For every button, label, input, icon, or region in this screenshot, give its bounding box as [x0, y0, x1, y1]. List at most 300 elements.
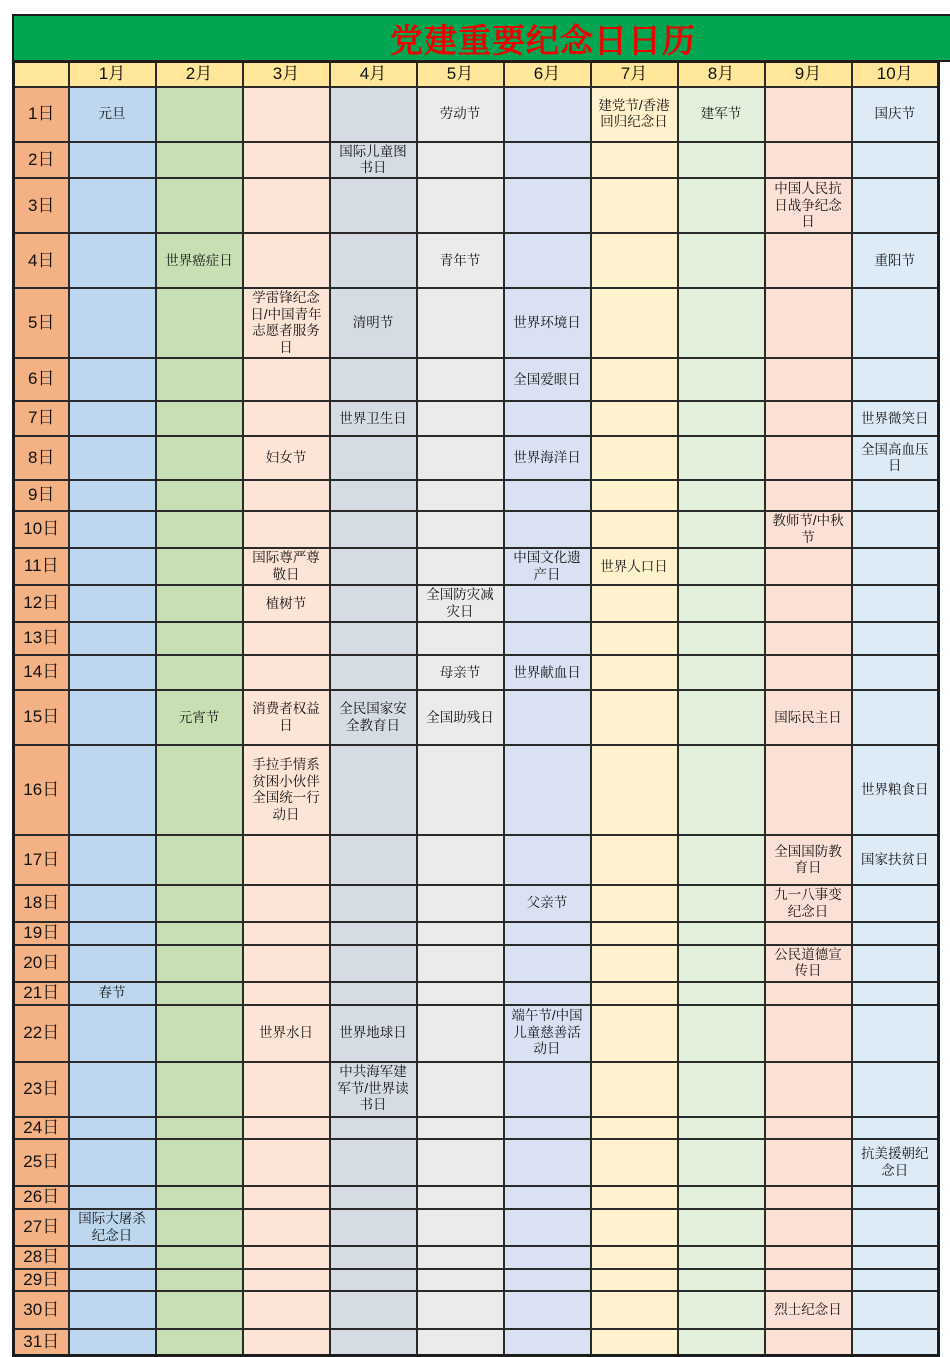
table-row [14, 885, 939, 922]
empty-cell [852, 358, 939, 401]
empty-cell [852, 1291, 939, 1329]
event-cell: 国际儿童图书日 [330, 142, 417, 179]
empty-cell [765, 548, 852, 585]
event-cell: 妇女节 [243, 436, 330, 480]
empty-cell [852, 142, 939, 179]
empty-cell [765, 480, 852, 511]
empty-cell [765, 585, 852, 622]
empty-cell [330, 1139, 417, 1186]
event-cell: 世界环境日 [504, 288, 591, 358]
empty-cell [417, 436, 504, 480]
day-label: 4日 [14, 233, 69, 288]
empty-cell [156, 1246, 243, 1269]
table-row [14, 1209, 939, 1246]
empty-cell [678, 1246, 765, 1269]
empty-cell [591, 401, 678, 436]
empty-cell [591, 1062, 678, 1117]
day-label: 11日 [14, 548, 69, 585]
empty-cell [69, 358, 156, 401]
empty-cell [591, 745, 678, 835]
empty-cell [330, 178, 417, 233]
empty-cell [156, 511, 243, 548]
empty-cell [69, 1139, 156, 1186]
day-label: 9日 [14, 480, 69, 511]
empty-cell [243, 982, 330, 1005]
day-label: 12日 [14, 585, 69, 622]
table-row [14, 1062, 939, 1117]
event-cell: 中国人民抗日战争纪念日 [765, 178, 852, 233]
empty-cell [243, 480, 330, 511]
empty-cell [69, 1329, 156, 1355]
empty-cell [678, 1209, 765, 1246]
empty-cell [417, 1117, 504, 1140]
empty-cell [330, 1291, 417, 1329]
table-row [14, 1005, 939, 1062]
event-cell: 世界地球日 [330, 1005, 417, 1062]
empty-cell [243, 945, 330, 982]
empty-cell [678, 142, 765, 179]
empty-cell [504, 1246, 591, 1269]
table-row [14, 233, 939, 288]
empty-cell [678, 655, 765, 690]
empty-cell [678, 1117, 765, 1140]
empty-cell [504, 511, 591, 548]
empty-cell [69, 1186, 156, 1209]
empty-cell [330, 511, 417, 548]
empty-cell [678, 1329, 765, 1355]
empty-cell [417, 745, 504, 835]
table-row [14, 982, 939, 1005]
calendar-title: 党建重要纪念日日历 [390, 21, 696, 59]
day-label: 26日 [14, 1186, 69, 1209]
empty-cell [678, 1062, 765, 1117]
empty-cell [330, 655, 417, 690]
empty-cell [69, 436, 156, 480]
empty-cell [852, 511, 939, 548]
day-label: 31日 [14, 1329, 69, 1355]
empty-cell [852, 945, 939, 982]
empty-cell [330, 622, 417, 655]
table-row [14, 511, 939, 548]
table-row [14, 480, 939, 511]
empty-cell [852, 1062, 939, 1117]
day-label: 3日 [14, 178, 69, 233]
empty-cell [69, 745, 156, 835]
empty-cell [765, 982, 852, 1005]
empty-cell [243, 885, 330, 922]
empty-cell [417, 358, 504, 401]
empty-cell [330, 982, 417, 1005]
empty-cell [243, 1329, 330, 1355]
empty-cell [678, 358, 765, 401]
empty-cell [69, 178, 156, 233]
empty-cell [156, 178, 243, 233]
empty-cell [156, 585, 243, 622]
event-cell: 全国防灾减灾日 [417, 585, 504, 622]
empty-cell [678, 178, 765, 233]
empty-cell [678, 1269, 765, 1292]
empty-cell [852, 885, 939, 922]
empty-cell [765, 922, 852, 945]
empty-cell [243, 87, 330, 142]
empty-cell [156, 1269, 243, 1292]
empty-cell [765, 1246, 852, 1269]
empty-cell [417, 835, 504, 885]
table-row [14, 945, 939, 982]
empty-cell [243, 1186, 330, 1209]
empty-cell [156, 922, 243, 945]
empty-cell [69, 1005, 156, 1062]
empty-cell [69, 655, 156, 690]
empty-cell [504, 1329, 591, 1355]
empty-cell [678, 745, 765, 835]
empty-cell [156, 548, 243, 585]
event-cell: 世界人口日 [591, 548, 678, 585]
event-cell: 中共海军建军节/世界读书日 [330, 1062, 417, 1117]
empty-cell [591, 1117, 678, 1140]
calendar-body [14, 87, 939, 1356]
empty-cell [504, 233, 591, 288]
event-cell: 世界卫生日 [330, 401, 417, 436]
month-header-8: 8月 [678, 62, 765, 87]
empty-cell [69, 1062, 156, 1117]
empty-cell [69, 233, 156, 288]
table-row [14, 1117, 939, 1140]
empty-cell [591, 1186, 678, 1209]
event-cell: 国际民主日 [765, 690, 852, 745]
empty-cell [156, 1117, 243, 1140]
empty-cell [852, 982, 939, 1005]
empty-cell [765, 436, 852, 480]
empty-cell [69, 945, 156, 982]
empty-cell [417, 548, 504, 585]
empty-cell [417, 401, 504, 436]
empty-cell [156, 480, 243, 511]
empty-cell [330, 885, 417, 922]
empty-cell [243, 401, 330, 436]
empty-cell [156, 835, 243, 885]
table-row [14, 690, 939, 745]
empty-cell [417, 288, 504, 358]
empty-cell [417, 178, 504, 233]
day-label: 1日 [14, 87, 69, 142]
empty-cell [765, 1329, 852, 1355]
empty-cell [678, 1139, 765, 1186]
empty-cell [156, 655, 243, 690]
event-cell: 劳动节 [417, 87, 504, 142]
empty-cell [591, 1005, 678, 1062]
day-label: 24日 [14, 1117, 69, 1140]
empty-cell [765, 1209, 852, 1246]
table-row [14, 1139, 939, 1186]
empty-cell [156, 1209, 243, 1246]
day-label: 18日 [14, 885, 69, 922]
empty-cell [417, 1329, 504, 1355]
empty-cell [243, 1139, 330, 1186]
empty-cell [504, 1062, 591, 1117]
empty-cell [330, 87, 417, 142]
empty-cell [156, 87, 243, 142]
empty-cell [504, 745, 591, 835]
empty-cell [504, 1117, 591, 1140]
day-label: 14日 [14, 655, 69, 690]
empty-cell [591, 142, 678, 179]
empty-cell [504, 401, 591, 436]
empty-cell [504, 945, 591, 982]
day-label: 27日 [14, 1209, 69, 1246]
day-label: 6日 [14, 358, 69, 401]
empty-cell [678, 885, 765, 922]
empty-cell [417, 480, 504, 511]
empty-cell [504, 1139, 591, 1186]
empty-cell [69, 922, 156, 945]
empty-cell [243, 1062, 330, 1117]
table-row [14, 436, 939, 480]
day-label: 19日 [14, 922, 69, 945]
empty-cell [852, 585, 939, 622]
event-cell: 元宵节 [156, 690, 243, 745]
empty-cell [330, 745, 417, 835]
day-label: 30日 [14, 1291, 69, 1329]
empty-cell [504, 480, 591, 511]
table-row [14, 1269, 939, 1292]
empty-cell [678, 585, 765, 622]
empty-cell [852, 1005, 939, 1062]
empty-cell [417, 1186, 504, 1209]
empty-cell [156, 1005, 243, 1062]
table-row [14, 1246, 939, 1269]
empty-cell [852, 1209, 939, 1246]
table-row [14, 1291, 939, 1329]
empty-cell [243, 622, 330, 655]
empty-cell [765, 87, 852, 142]
event-cell: 建党节/香港回归纪念日 [591, 87, 678, 142]
empty-cell [243, 358, 330, 401]
event-cell: 中国文化遗产日 [504, 548, 591, 585]
empty-cell [591, 288, 678, 358]
event-cell: 全民国家安全教育日 [330, 690, 417, 745]
empty-cell [591, 1139, 678, 1186]
empty-cell [852, 1269, 939, 1292]
empty-cell [330, 480, 417, 511]
empty-cell [678, 288, 765, 358]
empty-cell [417, 922, 504, 945]
empty-cell [243, 1269, 330, 1292]
empty-cell [591, 655, 678, 690]
empty-cell [765, 655, 852, 690]
day-label: 25日 [14, 1139, 69, 1186]
event-cell: 世界微笑日 [852, 401, 939, 436]
empty-cell [330, 922, 417, 945]
empty-cell [69, 142, 156, 179]
table-row [14, 585, 939, 622]
table-row [14, 745, 939, 835]
event-cell: 国庆节 [852, 87, 939, 142]
day-label: 7日 [14, 401, 69, 436]
day-label: 16日 [14, 745, 69, 835]
empty-cell [852, 690, 939, 745]
empty-cell [678, 1291, 765, 1329]
empty-cell [504, 1209, 591, 1246]
empty-cell [330, 835, 417, 885]
empty-cell [504, 87, 591, 142]
calendar-title-bar [12, 14, 950, 62]
empty-cell [591, 233, 678, 288]
empty-cell [591, 1291, 678, 1329]
empty-cell [591, 1329, 678, 1355]
empty-cell [156, 1329, 243, 1355]
empty-cell [330, 1117, 417, 1140]
empty-cell [504, 690, 591, 745]
empty-cell [765, 1186, 852, 1209]
calendar-table [12, 60, 940, 1357]
month-header-5: 5月 [417, 62, 504, 87]
empty-cell [417, 1291, 504, 1329]
empty-cell [69, 548, 156, 585]
empty-cell [156, 1062, 243, 1117]
empty-cell [591, 436, 678, 480]
day-label: 22日 [14, 1005, 69, 1062]
event-cell: 世界献血日 [504, 655, 591, 690]
day-label: 5日 [14, 288, 69, 358]
empty-cell [330, 945, 417, 982]
empty-cell [417, 511, 504, 548]
event-cell: 清明节 [330, 288, 417, 358]
event-cell: 世界癌症日 [156, 233, 243, 288]
event-cell: 全国国防教育日 [765, 835, 852, 885]
event-cell: 世界海洋日 [504, 436, 591, 480]
empty-cell [591, 885, 678, 922]
empty-cell [243, 142, 330, 179]
empty-cell [330, 1209, 417, 1246]
table-row [14, 178, 939, 233]
empty-cell [417, 982, 504, 1005]
event-cell: 烈士纪念日 [765, 1291, 852, 1329]
empty-cell [417, 1005, 504, 1062]
empty-cell [765, 622, 852, 655]
month-header-2: 2月 [156, 62, 243, 87]
table-row [14, 288, 939, 358]
empty-cell [591, 178, 678, 233]
empty-cell [156, 982, 243, 1005]
event-cell: 国家扶贫日 [852, 835, 939, 885]
empty-cell [678, 548, 765, 585]
event-cell: 公民道德宣传日 [765, 945, 852, 982]
empty-cell [504, 178, 591, 233]
empty-cell [678, 1186, 765, 1209]
empty-cell [852, 622, 939, 655]
empty-cell [504, 1291, 591, 1329]
empty-cell [417, 1062, 504, 1117]
empty-cell [765, 288, 852, 358]
table-row [14, 922, 939, 945]
month-header-6: 6月 [504, 62, 591, 87]
empty-cell [852, 288, 939, 358]
empty-cell [591, 1209, 678, 1246]
empty-cell [243, 511, 330, 548]
empty-cell [156, 436, 243, 480]
empty-cell [417, 1269, 504, 1292]
month-header-3: 3月 [243, 62, 330, 87]
empty-cell [852, 1329, 939, 1355]
empty-cell [852, 548, 939, 585]
empty-cell [243, 655, 330, 690]
empty-cell [765, 1005, 852, 1062]
table-row [14, 1329, 939, 1355]
empty-cell [504, 982, 591, 1005]
empty-cell [156, 401, 243, 436]
event-cell: 手拉手情系贫困小伙伴全国统一行动日 [243, 745, 330, 835]
corner-cell [14, 62, 69, 87]
empty-cell [591, 1246, 678, 1269]
empty-cell [417, 1246, 504, 1269]
empty-cell [243, 1117, 330, 1140]
empty-cell [330, 1329, 417, 1355]
empty-cell [156, 945, 243, 982]
day-label: 23日 [14, 1062, 69, 1117]
event-cell: 九一八事变纪念日 [765, 885, 852, 922]
empty-cell [591, 982, 678, 1005]
empty-cell [591, 358, 678, 401]
empty-cell [678, 480, 765, 511]
empty-cell [156, 1139, 243, 1186]
empty-cell [591, 835, 678, 885]
event-cell: 教师节/中秋节 [765, 511, 852, 548]
empty-cell [69, 1246, 156, 1269]
empty-cell [765, 1117, 852, 1140]
event-cell: 学雷锋纪念日/中国青年志愿者服务日 [243, 288, 330, 358]
month-header-1: 1月 [69, 62, 156, 87]
empty-cell [156, 885, 243, 922]
table-row [14, 835, 939, 885]
empty-cell [852, 1186, 939, 1209]
empty-cell [330, 436, 417, 480]
empty-cell [678, 401, 765, 436]
table-row [14, 622, 939, 655]
empty-cell [504, 1269, 591, 1292]
empty-cell [69, 585, 156, 622]
empty-cell [852, 178, 939, 233]
empty-cell [243, 1209, 330, 1246]
empty-cell [69, 511, 156, 548]
empty-cell [243, 1291, 330, 1329]
empty-cell [330, 1186, 417, 1209]
event-cell: 青年节 [417, 233, 504, 288]
empty-cell [504, 922, 591, 945]
day-label: 10日 [14, 511, 69, 548]
event-cell: 国际大屠杀纪念日 [69, 1209, 156, 1246]
event-cell: 世界水日 [243, 1005, 330, 1062]
empty-cell [156, 745, 243, 835]
empty-cell [69, 835, 156, 885]
empty-cell [852, 480, 939, 511]
empty-cell [765, 745, 852, 835]
empty-cell [417, 142, 504, 179]
month-header-row [14, 62, 939, 87]
day-label: 17日 [14, 835, 69, 885]
empty-cell [765, 142, 852, 179]
event-cell: 消费者权益日 [243, 690, 330, 745]
table-row [14, 358, 939, 401]
event-cell: 植树节 [243, 585, 330, 622]
empty-cell [504, 585, 591, 622]
table-row [14, 87, 939, 142]
empty-cell [504, 1186, 591, 1209]
empty-cell [678, 622, 765, 655]
empty-cell [156, 288, 243, 358]
empty-cell [852, 922, 939, 945]
event-cell: 重阳节 [852, 233, 939, 288]
